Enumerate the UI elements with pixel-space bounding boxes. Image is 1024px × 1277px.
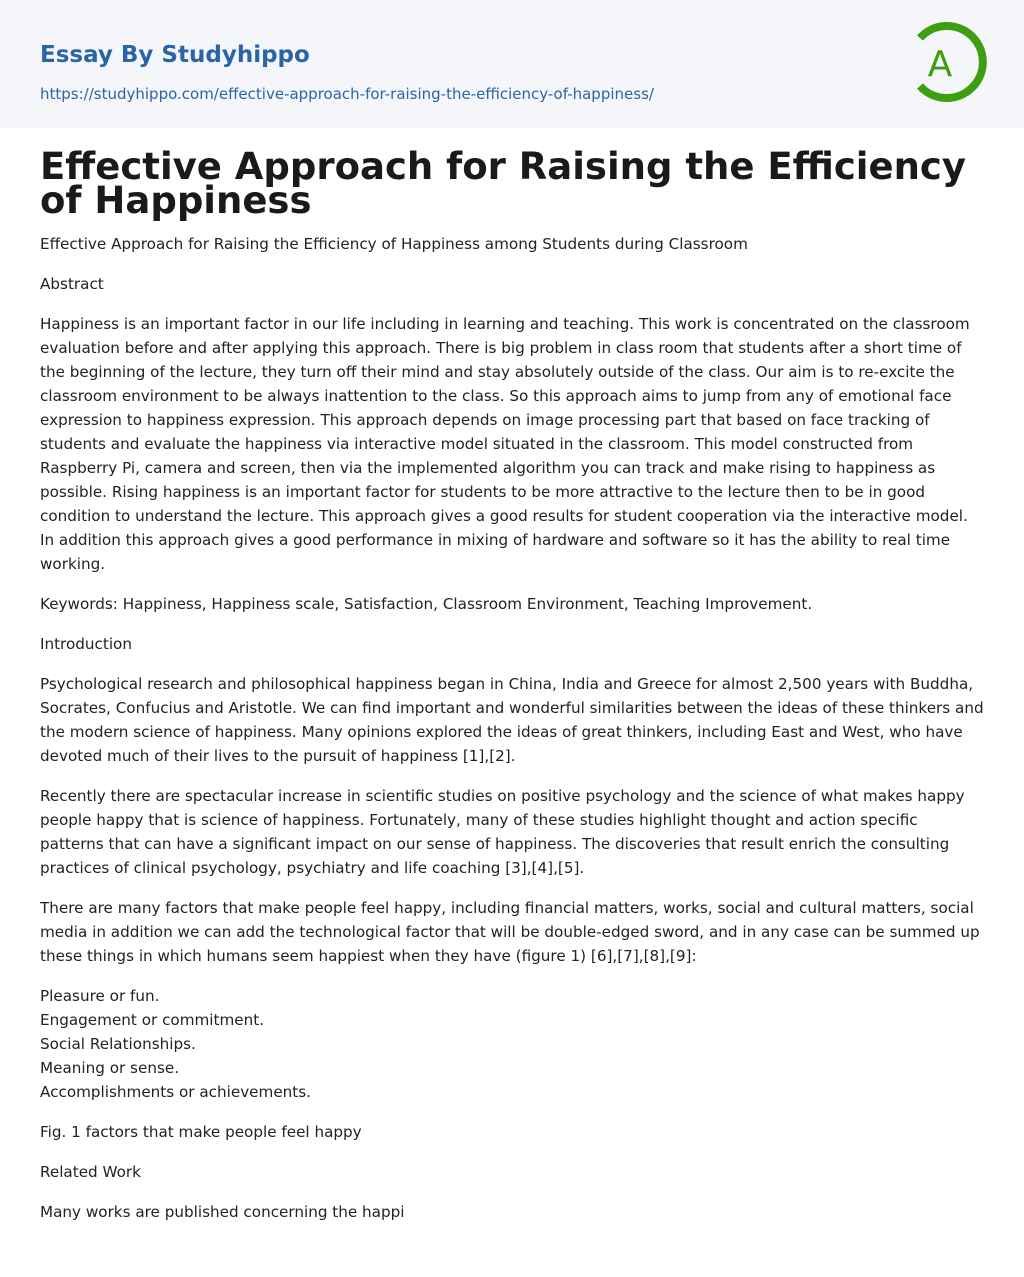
section-heading-introduction: Introduction xyxy=(40,635,132,653)
paragraph: There are many factors that make people feel happy, including financial matters, works, social and cultural matters, social media in addition we can add the technological factor that will be double-edged sword, and in any case can be summed up these things in which humans seem happiest when they have (figure 1) [6],[7],[8],[9]: xyxy=(40,899,980,965)
brand-title: Essay By Studyhippo xyxy=(40,42,310,68)
studyhippo-logo[interactable] xyxy=(912,18,988,106)
list-item: Pleasure or fun. xyxy=(40,987,160,1005)
logo-letter: A xyxy=(927,44,953,85)
section-heading-related-work: Related Work xyxy=(40,1163,141,1181)
abstract-paragraph: Happiness is an important factor in our life including in learning and teaching. This work is concentrated on the classroom evaluation before and after applying this approach. There is big problem in class room that students after a short time of the beginning of the lecture, they turn off their mind and stay absolutely outside of the class. Our aim is to re-excite the classroom environment to be always inattention to the class. So this approach aims to jump from any of emotional face expression to happiness expression. This approach depends on image processing part that based on face tracking of students and evaluate the happiness via interactive model situated in the classroom. This model constructed from Raspberry Pi, camera and screen, then via the implemented algorithm you can track and make rising to happiness as possible. Rising happiness is an important factor for students to be more attractive to the lecture then to be in good condition to understand the lecture. This approach gives a good results for student cooperation via the interactive model. In addition this approach gives a good performance in mixing of hardware and software so it has the ability to real time working. xyxy=(40,315,970,573)
site-header xyxy=(0,0,1024,128)
article-title: Effective Approach for Raising the Efficiency of Happiness xyxy=(40,145,966,222)
list-item: Social Relationships. xyxy=(40,1035,196,1053)
paragraph: Psychological research and philosophical happiness began in China, India and Greece for almost 2,500 years with Buddha, Socrates, Confucius and Aristotle. We can find important and wonderful similarities between the ideas of these thinkers and the modern science of happiness. Many opinions explored the ideas of great thinkers, including East and West, who have devoted much of their lives to the pursuit of happiness [1],[2]. xyxy=(40,675,984,765)
list-item: Engagement or commitment. xyxy=(40,1011,265,1029)
subtitle: Effective Approach for Raising the Efficiency of Happiness among Students during Classroom xyxy=(40,235,748,253)
figure-caption: Fig. 1 factors that make people feel happy xyxy=(40,1123,362,1141)
truncated-paragraph: Many works are published concerning the happi xyxy=(40,1203,405,1221)
keywords: Keywords: Happiness, Happiness scale, Satisfaction, Classroom Environment, Teaching Improvement. xyxy=(40,595,813,613)
list-item: Accomplishments or achievements. xyxy=(40,1083,311,1101)
logo-icon xyxy=(912,18,988,106)
article-body xyxy=(0,128,1024,1270)
article-url-link[interactable]: https://studyhippo.com/effective-approach-for-raising-the-efficiency-of-happiness/ xyxy=(40,85,654,103)
factors-list xyxy=(40,984,984,1104)
list-item: Meaning or sense. xyxy=(40,1059,180,1077)
paragraph: Recently there are spectacular increase in scientific studies on positive psychology and the science of what makes happy people happy that is science of happiness. Fortunately, many of these studies highlight thought and action specific patterns that can have a significant impact on our sense of happiness. The discoveries that result enrich the consulting practices of clinical psychology, psychiatry and life coaching [3],[4],[5]. xyxy=(40,787,965,877)
section-heading-abstract: Abstract xyxy=(40,275,104,293)
